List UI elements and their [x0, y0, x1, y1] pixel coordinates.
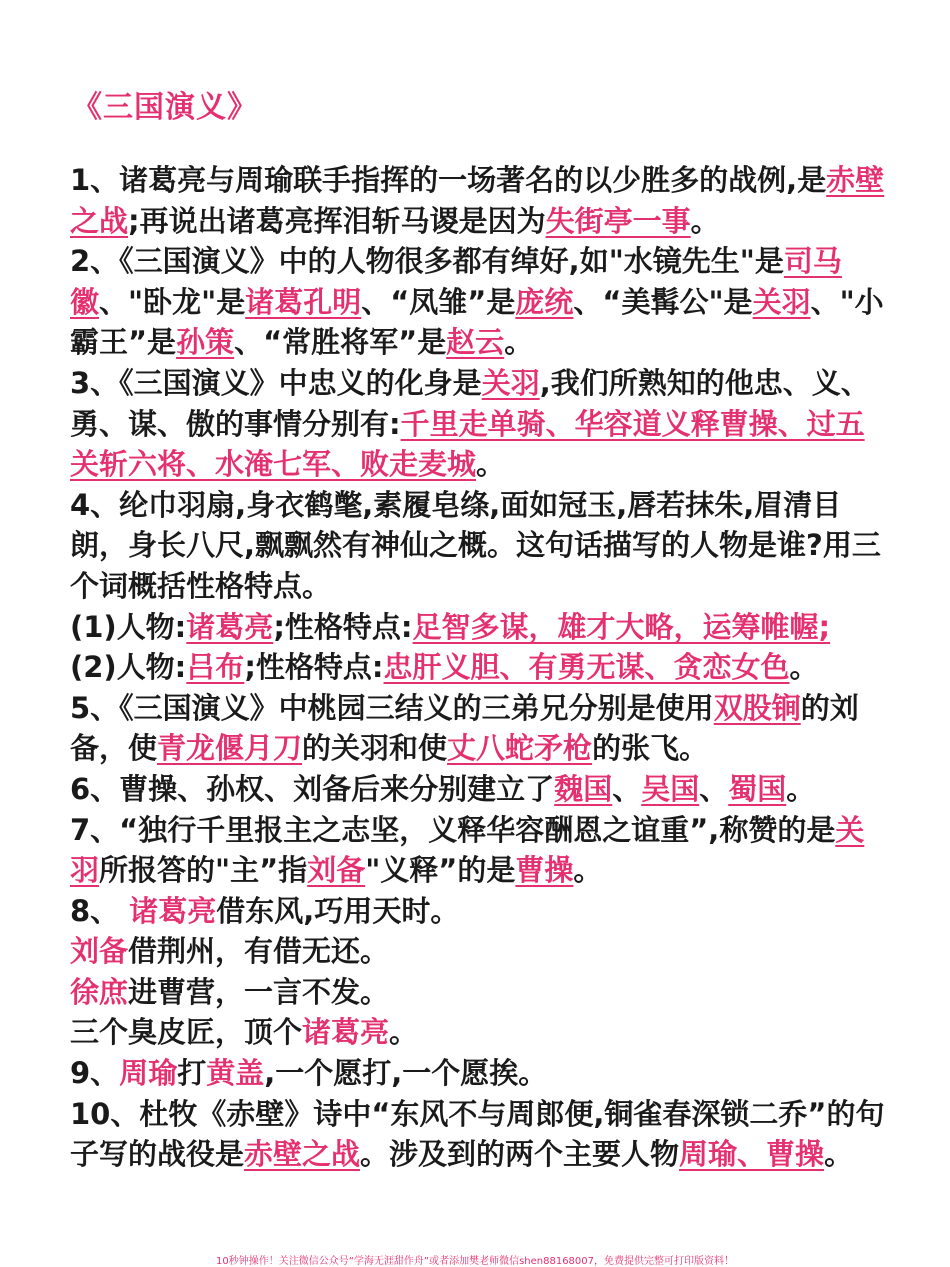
- question-text: "义释”的是: [365, 853, 516, 888]
- question-paragraph: [70, 160, 890, 241]
- question-paragraph: [70, 891, 890, 932]
- question-text: 。涉及到的两个主要人物: [360, 1137, 680, 1172]
- question-paragraph: [70, 485, 890, 607]
- question-paragraph: [70, 1094, 890, 1175]
- question-text: 8、: [70, 893, 130, 928]
- question-text: ,一个愿打,一个愿挨。: [264, 1056, 548, 1091]
- question-paragraph: [70, 647, 890, 688]
- document-title: 《三国演义》: [72, 90, 258, 125]
- highlighted-name: 黄盖: [206, 1056, 265, 1091]
- highlighted-name: 刘备: [70, 934, 129, 969]
- question-text: 6、曹操、孙权、刘备后来分别建立了: [70, 771, 555, 806]
- answer-text: 丈八蛇矛枪: [447, 731, 593, 766]
- question-text: 、“常胜将军”是: [234, 325, 447, 360]
- answer-text: 吴国: [641, 771, 700, 806]
- question-text: 借荆州，有借无还。: [128, 934, 390, 969]
- question-paragraph: [70, 241, 890, 363]
- answer-text: 赤壁之战: [244, 1137, 361, 1172]
- question-text: 、“美髯公"是: [573, 284, 753, 319]
- question-list: [70, 160, 890, 1175]
- answer-text: 足智多谋，雄才大略，运筹帷幄;: [412, 609, 831, 644]
- question-paragraph: [70, 1012, 890, 1053]
- question-text: 、"小霸王”是: [70, 284, 884, 360]
- question-paragraph: [70, 607, 890, 648]
- question-text: 、: [699, 771, 729, 806]
- question-text: 所报答的"主”指: [99, 853, 308, 888]
- answer-text: 孙策: [176, 325, 235, 360]
- question-text: 。: [789, 650, 819, 685]
- question-text: ;性格特点:: [273, 609, 413, 644]
- footer-note: 10秒钟操作！关注微信公众号“学海无涯甜作舟”或者添加樊老师微信shen88168007，免费提供完整可打印版资料！: [215, 1256, 735, 1267]
- answer-text: 诸葛孔明: [245, 284, 362, 319]
- question-text: 2、《三国演义》中的人物很多都有绰好,如"水镜先生"是: [70, 244, 784, 279]
- question-text: 10、杜牧《赤壁》诗中“东风不与周郎便,铜雀春深锁二乔”的句子写的战役是: [70, 1096, 885, 1172]
- question-text: 、“凤雏”是: [361, 284, 516, 319]
- question-text: 的刘备，使: [70, 690, 859, 766]
- question-text: 3、《三国演义》中忠义的化身是: [70, 365, 482, 400]
- question-text: 5、《三国演义》中桃园三结义的三弟兄分别是使用: [70, 690, 714, 725]
- question-paragraph: [70, 363, 890, 485]
- answer-text: 诸葛亮: [186, 609, 274, 644]
- question-text: 4、纶巾羽扇,身衣鹤氅,素履皂绦,面如冠玉,唇若抹朱,眉清目朗，身长八尺,飘飘然有神仙之概。这句话描写的人物是谁?用三个词概括性格特点。: [70, 487, 881, 603]
- question-text: 。: [504, 325, 534, 360]
- answer-text: 曹操: [515, 853, 574, 888]
- question-paragraph: [70, 1053, 890, 1094]
- highlighted-name: 周瑜: [119, 1056, 178, 1091]
- question-paragraph: [70, 931, 890, 972]
- question-text: 的关羽和使: [302, 731, 448, 766]
- question-text: 。: [476, 447, 506, 482]
- question-text: 的张飞。: [592, 731, 709, 766]
- answer-text: 赤壁之战: [70, 163, 885, 238]
- answer-text: 双股锏: [713, 690, 801, 725]
- question-text: 三个臭皮匠，顶个: [70, 1015, 303, 1050]
- answer-text: 魏国: [554, 771, 613, 806]
- answer-text: 蜀国: [728, 771, 787, 806]
- answer-text: 失街亭一事: [545, 203, 691, 238]
- answer-text: 刘备: [307, 853, 366, 888]
- question-text: ;性格特点:: [244, 650, 384, 685]
- question-paragraph: [70, 810, 890, 891]
- question-text: (1)人物:: [70, 609, 187, 644]
- answer-text: 青龙偃月刀: [157, 731, 303, 766]
- question-text: 1、诸葛亮与周瑜联手指挥的一场著名的以少胜多的战例,是: [70, 163, 827, 197]
- question-text: 进曹营，一言不发。: [128, 974, 390, 1009]
- question-text: 。: [824, 1137, 854, 1172]
- question-text: (2)人物:: [70, 650, 187, 685]
- highlighted-name: 诸葛亮: [129, 893, 217, 928]
- question-text: 。: [786, 771, 816, 806]
- question-paragraph: [70, 688, 890, 769]
- question-text: 。: [389, 1015, 419, 1050]
- question-paragraph: [70, 769, 890, 810]
- answer-text: 司马徽: [70, 244, 842, 319]
- question-paragraph: [70, 972, 890, 1013]
- question-text: 7、“独行千里报主之志坚，义释华容酬恩之谊重”,称赞的是: [70, 812, 836, 847]
- highlighted-name: 徐庶: [70, 974, 129, 1009]
- answer-text: 吕布: [186, 650, 245, 685]
- question-text: 9、: [70, 1056, 120, 1091]
- question-text: 、"卧龙"是: [99, 284, 246, 319]
- question-text: 。: [690, 203, 720, 238]
- answer-text: 千里走单骑、华容道义释曹操、过五关斩六将、水淹七军、败走麦城: [70, 406, 865, 482]
- question-text: 打: [177, 1056, 207, 1091]
- question-text: 、: [612, 771, 642, 806]
- highlighted-name: 诸葛亮: [302, 1015, 390, 1050]
- answer-text: 忠肝义胆、有勇无谋、贪恋女色: [383, 650, 790, 685]
- question-text: ;再说出诸葛亮挥泪斩马谡是因为: [128, 203, 546, 238]
- answer-text: 庞统: [515, 284, 574, 319]
- question-text: ,我们所熟知的他忠、义、勇、谋、傲的事情分别有:: [70, 365, 870, 441]
- answer-text: 赵云: [446, 325, 505, 360]
- answer-text: 关羽: [70, 812, 865, 888]
- question-text: 借东风,巧用天时。: [216, 893, 460, 928]
- answer-text: 关羽: [752, 284, 811, 319]
- answer-text: 周瑜、曹操: [679, 1137, 825, 1172]
- answer-text: 关羽: [481, 365, 540, 400]
- question-text: 。: [573, 853, 603, 888]
